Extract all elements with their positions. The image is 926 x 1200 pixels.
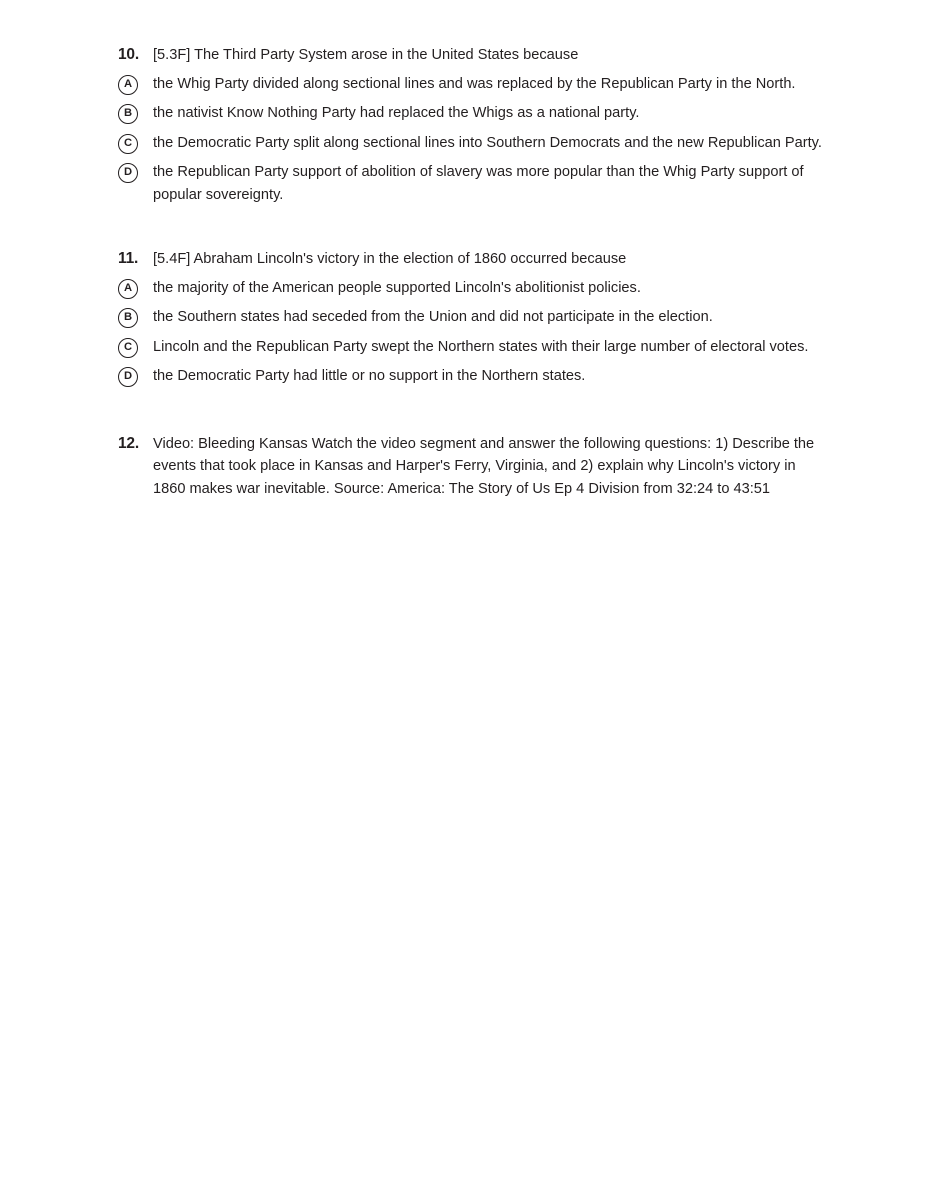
answer-option-b[interactable] xyxy=(118,102,838,125)
answer-option-a[interactable] xyxy=(118,277,838,300)
option-text: the nativist Know Nothing Party had replaced the Whigs as a national party. xyxy=(153,105,640,121)
answer-option-d[interactable] xyxy=(118,365,838,388)
question-item-11 xyxy=(118,248,838,388)
question-item-12 xyxy=(118,433,838,501)
option-marker[interactable] xyxy=(118,336,153,358)
option-marker[interactable] xyxy=(118,102,153,124)
question-number: 11. xyxy=(118,250,139,267)
question-stem-row xyxy=(118,433,838,501)
question-item-10 xyxy=(118,44,838,206)
question-stem-text: [5.3F] The Third Party System arose in the United States because xyxy=(153,47,579,63)
option-letter-circle-icon[interactable]: D xyxy=(118,367,138,387)
answer-option-d[interactable] xyxy=(118,161,838,206)
option-letter-circle-icon[interactable]: C xyxy=(118,338,138,358)
option-marker[interactable] xyxy=(118,73,153,95)
option-text: the Democratic Party split along sectional lines into Southern Democrats and the new Republican Party. xyxy=(153,134,822,151)
option-marker[interactable] xyxy=(118,161,153,183)
option-letter-circle-icon[interactable]: B xyxy=(118,104,138,124)
option-text: the Republican Party support of abolition of slavery was more popular than the Whig Party support of popular sovereignty. xyxy=(153,164,804,203)
option-marker[interactable] xyxy=(118,306,153,328)
answer-option-c[interactable] xyxy=(118,132,838,155)
option-letter-circle-icon[interactable]: B xyxy=(118,308,138,328)
option-text: the Democratic Party had little or no support in the Northern states. xyxy=(153,368,586,384)
answer-option-a[interactable] xyxy=(118,73,838,96)
question-stem-text: Video: Bleeding Kansas Watch the video segment and answer the following questions: 1) Describe the events that took place in Kansas and Harper's Ferry, Virginia, and 2) explain why Lincoln's victory in 1860 makes war inevitable. Source: America: The Story of Us Ep 4 Division from 32:24 to 43:51 xyxy=(153,435,815,497)
answer-option-c[interactable] xyxy=(118,336,838,359)
question-stem-text: [5.4F] Abraham Lincoln's victory in the election of 1860 occurred because xyxy=(153,251,627,267)
option-marker[interactable] xyxy=(118,132,153,154)
option-text: the Southern states had seceded from the Union and did not participate in the election. xyxy=(153,309,713,325)
option-letter-circle-icon[interactable]: A xyxy=(118,75,138,95)
option-letter-circle-icon[interactable]: C xyxy=(118,134,138,154)
option-letter-circle-icon[interactable]: A xyxy=(118,279,138,299)
option-marker[interactable] xyxy=(118,365,153,387)
option-text: the Whig Party divided along sectional lines and was replaced by the Republican Party in the North. xyxy=(153,75,796,92)
answer-option-b[interactable] xyxy=(118,306,838,329)
question-number: 10. xyxy=(118,46,139,63)
option-text: Lincoln and the Republican Party swept the Northern states with their large number of electoral votes. xyxy=(153,338,809,355)
option-marker[interactable] xyxy=(118,277,153,299)
question-stem-row xyxy=(118,44,838,67)
question-number: 12. xyxy=(118,434,139,452)
option-text: the majority of the American people supported Lincoln's abolitionist policies. xyxy=(153,279,641,296)
option-letter-circle-icon[interactable]: D xyxy=(118,163,138,183)
question-stem-row xyxy=(118,248,838,271)
